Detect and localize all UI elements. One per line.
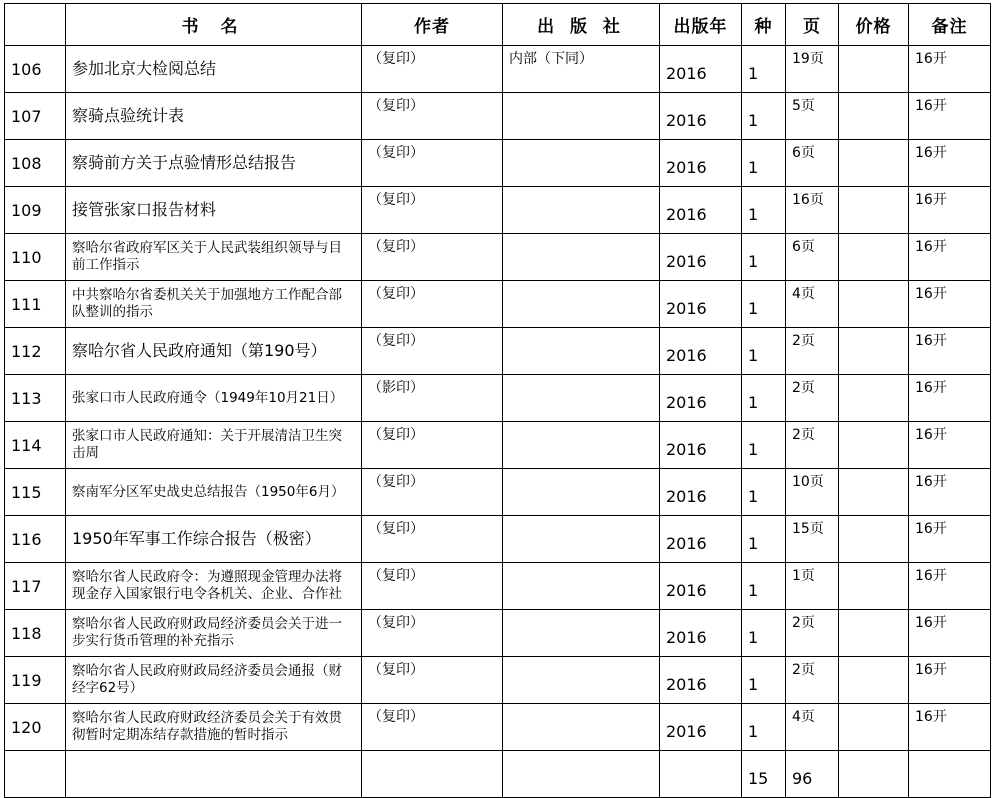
row-title: 察骑前方关于点验情形总结报告 <box>66 140 362 187</box>
row-note: 16开 <box>909 563 991 610</box>
row-pages: 2页 <box>786 610 839 657</box>
row-pages: 4页 <box>786 704 839 751</box>
row-note: 16开 <box>909 281 991 328</box>
row-price <box>839 422 909 469</box>
row-number: 107 <box>5 93 66 140</box>
row-number: 109 <box>5 187 66 234</box>
totals-cell-year <box>660 751 742 798</box>
row-pages: 1页 <box>786 563 839 610</box>
row-kind: 1 <box>742 610 786 657</box>
header-num <box>5 4 66 46</box>
row-title: 中共察哈尔省委机关关于加强地方工作配合部队整训的指示 <box>66 281 362 328</box>
header-publisher: 出 版 社 <box>503 4 660 46</box>
header-year: 出版年 <box>660 4 742 46</box>
header-title: 书 名 <box>66 4 362 46</box>
row-note: 16开 <box>909 46 991 93</box>
row-pages: 19页 <box>786 46 839 93</box>
totals-cell-price <box>839 751 909 798</box>
header-kind: 种 <box>742 4 786 46</box>
row-publisher <box>503 140 660 187</box>
row-publisher: 内部（下同） <box>503 46 660 93</box>
row-number: 115 <box>5 469 66 516</box>
row-price <box>839 328 909 375</box>
row-price <box>839 657 909 704</box>
row-note: 16开 <box>909 328 991 375</box>
row-year: 2016 <box>660 704 742 751</box>
row-note: 16开 <box>909 657 991 704</box>
row-kind: 1 <box>742 469 786 516</box>
row-pages: 2页 <box>786 422 839 469</box>
totals-cell-num <box>5 751 66 798</box>
row-pages: 16页 <box>786 187 839 234</box>
table-row <box>5 187 991 234</box>
row-title: 察哈尔省人民政府财政局经济委员会通报（财经字62号） <box>66 657 362 704</box>
row-kind: 1 <box>742 234 786 281</box>
totals-pages: 96 <box>786 751 839 798</box>
row-publisher <box>503 657 660 704</box>
table-row <box>5 422 991 469</box>
row-year: 2016 <box>660 563 742 610</box>
row-note: 16开 <box>909 422 991 469</box>
row-kind: 1 <box>742 563 786 610</box>
row-price <box>839 46 909 93</box>
totals-cell-note <box>909 751 991 798</box>
header-note: 备注 <box>909 4 991 46</box>
row-number: 116 <box>5 516 66 563</box>
row-author: （影印） <box>362 375 503 422</box>
row-title: 察哈尔省人民政府通知（第190号） <box>66 328 362 375</box>
row-author: （复印） <box>362 422 503 469</box>
row-price <box>839 610 909 657</box>
row-year: 2016 <box>660 328 742 375</box>
row-year: 2016 <box>660 610 742 657</box>
row-author: （复印） <box>362 704 503 751</box>
row-pages: 2页 <box>786 375 839 422</box>
row-author: （复印） <box>362 93 503 140</box>
row-publisher <box>503 563 660 610</box>
row-number: 110 <box>5 234 66 281</box>
row-author: （复印） <box>362 234 503 281</box>
row-title: 察哈尔省人民政府令：为遵照现金管理办法将现金存入国家银行电令各机关、企业、合作社 <box>66 563 362 610</box>
row-price <box>839 187 909 234</box>
row-kind: 1 <box>742 657 786 704</box>
table-row <box>5 234 991 281</box>
row-number: 113 <box>5 375 66 422</box>
row-year: 2016 <box>660 93 742 140</box>
table-row <box>5 140 991 187</box>
row-price <box>839 281 909 328</box>
row-number: 117 <box>5 563 66 610</box>
row-kind: 1 <box>742 46 786 93</box>
row-kind: 1 <box>742 375 786 422</box>
table-row <box>5 281 991 328</box>
row-author: （复印） <box>362 657 503 704</box>
row-year: 2016 <box>660 140 742 187</box>
header-pages: 页 <box>786 4 839 46</box>
row-author: （复印） <box>362 187 503 234</box>
row-publisher <box>503 93 660 140</box>
row-price <box>839 140 909 187</box>
row-author: （复印） <box>362 516 503 563</box>
table-row <box>5 375 991 422</box>
row-year: 2016 <box>660 234 742 281</box>
row-note: 16开 <box>909 610 991 657</box>
row-price <box>839 563 909 610</box>
row-price <box>839 516 909 563</box>
row-year: 2016 <box>660 422 742 469</box>
row-title: 1950年军事工作综合报告（极密） <box>66 516 362 563</box>
row-kind: 1 <box>742 704 786 751</box>
row-price <box>839 375 909 422</box>
row-year: 2016 <box>660 469 742 516</box>
catalog-table <box>4 3 991 798</box>
table-row <box>5 657 991 704</box>
row-title: 察哈尔省政府军区关于人民武装组织领导与目前工作指示 <box>66 234 362 281</box>
row-pages: 15页 <box>786 516 839 563</box>
row-note: 16开 <box>909 704 991 751</box>
row-author: （复印） <box>362 563 503 610</box>
row-pages: 10页 <box>786 469 839 516</box>
row-author: （复印） <box>362 610 503 657</box>
row-year: 2016 <box>660 657 742 704</box>
row-publisher <box>503 375 660 422</box>
header-price: 价格 <box>839 4 909 46</box>
row-title: 察哈尔省人民政府财政经济委员会关于有效贯彻暂时定期冻结存款措施的暂时指示 <box>66 704 362 751</box>
totals-cell-publisher <box>503 751 660 798</box>
row-pages: 6页 <box>786 234 839 281</box>
row-publisher <box>503 422 660 469</box>
row-pages: 2页 <box>786 328 839 375</box>
header-author: 作者 <box>362 4 503 46</box>
table-row <box>5 563 991 610</box>
row-kind: 1 <box>742 328 786 375</box>
totals-row <box>5 751 991 798</box>
row-note: 16开 <box>909 469 991 516</box>
table-row <box>5 469 991 516</box>
row-author: （复印） <box>362 281 503 328</box>
row-pages: 4页 <box>786 281 839 328</box>
row-publisher <box>503 187 660 234</box>
totals-kind: 15 <box>742 751 786 798</box>
row-title: 察哈尔省人民政府财政局经济委员会关于进一步实行货币管理的补充指示 <box>66 610 362 657</box>
row-title: 张家口市人民政府通知：关于开展清洁卫生突击周 <box>66 422 362 469</box>
table-row <box>5 610 991 657</box>
row-year: 2016 <box>660 516 742 563</box>
row-publisher <box>503 704 660 751</box>
row-price <box>839 469 909 516</box>
row-note: 16开 <box>909 516 991 563</box>
row-title: 接管张家口报告材料 <box>66 187 362 234</box>
row-number: 120 <box>5 704 66 751</box>
row-number: 112 <box>5 328 66 375</box>
row-number: 108 <box>5 140 66 187</box>
row-author: （复印） <box>362 140 503 187</box>
row-year: 2016 <box>660 281 742 328</box>
row-kind: 1 <box>742 422 786 469</box>
row-title: 参加北京大检阅总结 <box>66 46 362 93</box>
row-pages: 6页 <box>786 140 839 187</box>
row-title: 察骑点验统计表 <box>66 93 362 140</box>
table-row <box>5 328 991 375</box>
row-number: 111 <box>5 281 66 328</box>
totals-cell-author <box>362 751 503 798</box>
row-kind: 1 <box>742 140 786 187</box>
row-price <box>839 704 909 751</box>
table-row <box>5 704 991 751</box>
row-title: 察南军分区军史战史总结报告（1950年6月） <box>66 469 362 516</box>
row-kind: 1 <box>742 281 786 328</box>
table-body <box>5 46 991 751</box>
row-kind: 1 <box>742 516 786 563</box>
header-row <box>5 4 991 46</box>
row-price <box>839 93 909 140</box>
row-publisher <box>503 469 660 516</box>
row-number: 106 <box>5 46 66 93</box>
table-row <box>5 93 991 140</box>
row-author: （复印） <box>362 328 503 375</box>
row-publisher <box>503 281 660 328</box>
row-kind: 1 <box>742 187 786 234</box>
row-number: 119 <box>5 657 66 704</box>
row-note: 16开 <box>909 140 991 187</box>
row-kind: 1 <box>742 93 786 140</box>
row-note: 16开 <box>909 93 991 140</box>
table-row <box>5 516 991 563</box>
row-author: （复印） <box>362 469 503 516</box>
row-publisher <box>503 516 660 563</box>
row-note: 16开 <box>909 234 991 281</box>
row-author: （复印） <box>362 46 503 93</box>
row-year: 2016 <box>660 375 742 422</box>
row-pages: 5页 <box>786 93 839 140</box>
table-row <box>5 46 991 93</box>
row-number: 114 <box>5 422 66 469</box>
totals-cell-title <box>66 751 362 798</box>
row-note: 16开 <box>909 375 991 422</box>
row-price <box>839 234 909 281</box>
row-year: 2016 <box>660 46 742 93</box>
row-note: 16开 <box>909 187 991 234</box>
row-publisher <box>503 328 660 375</box>
row-pages: 2页 <box>786 657 839 704</box>
row-number: 118 <box>5 610 66 657</box>
row-title: 张家口市人民政府通令（1949年10月21日） <box>66 375 362 422</box>
row-publisher <box>503 234 660 281</box>
row-year: 2016 <box>660 187 742 234</box>
row-publisher <box>503 610 660 657</box>
